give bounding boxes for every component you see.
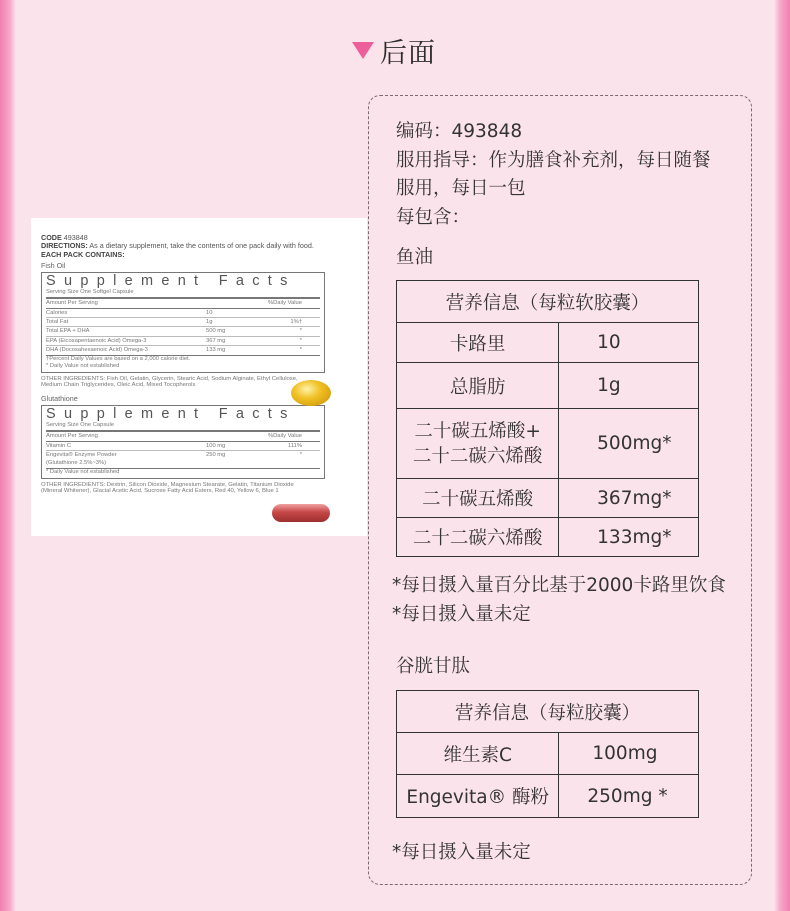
- glutathione-facts-box: [41, 405, 325, 479]
- section-heading: [352, 30, 436, 70]
- other-ingredients: OTHER INGREDIENTS: Fish Oil, Gelatin, Glycerin, Stearic Acid, Sodium Alginate, Ethyl Cellulose, Medium Chain Triglycerides, Oleic Acid, Mixed Tocopherols: [41, 375, 298, 388]
- table-row: Engevita® 酶粉 250mg *: [397, 775, 699, 818]
- heading-text: 后面: [380, 37, 436, 69]
- table-row: 卡路里 10: [397, 323, 699, 363]
- facts-row: EPA (Eicosapentaenoic Acid) Omega-3 367 mg *: [46, 337, 320, 346]
- code-label: CODE: [41, 233, 62, 242]
- facts-footnote: * Daily Value not established: [46, 468, 120, 475]
- directions-label: DIRECTIONS:: [41, 241, 88, 251]
- footnote: *每日摄入量百分比基于2000卡路里饮食: [392, 575, 726, 596]
- triangle-down-icon: [352, 42, 374, 59]
- table-header: 营养信息（每粒软胶囊）: [397, 281, 699, 323]
- code-value: 493848: [63, 233, 88, 242]
- table-header-row: [397, 691, 699, 733]
- facts-footnote: †Percent Daily Values are based on a 2,000 calorie diet.: [46, 355, 191, 362]
- facts-row: DHA (Docosahexaenoic Acid) Omega-3 133 mg *: [46, 346, 320, 355]
- glutathione-nutrition-table: [396, 690, 699, 818]
- table-row: 维生素C 100mg: [397, 733, 699, 775]
- fish-oil-nutrition-table: [396, 280, 699, 557]
- facts-row: Calories 10: [46, 309, 320, 318]
- softgel-capsule-image: [291, 380, 331, 406]
- directions-line: 服用指导：作为膳食补充剂，每日随餐: [396, 149, 711, 171]
- fish-oil-title: 鱼油: [396, 247, 434, 268]
- product-info: [396, 118, 711, 232]
- table-header: 营养信息（每粒胶囊）: [397, 691, 699, 733]
- serving-size: Serving Size One Softgel Capsule: [46, 289, 320, 299]
- glutathione-name: Glutathione: [41, 394, 78, 404]
- table-row: 二十碳五烯酸+ 二十二碳六烯酸 500mg*: [397, 409, 699, 479]
- facts-row: Engevita® Enzyme Powder (Glutathione 2.5%~3%) 250 mg *: [46, 451, 320, 469]
- each-pack-label: EACH PACK CONTAINS:: [41, 249, 125, 259]
- other-ingredients: OTHER INGREDIENTS: Dextrin, Silicon Dioxide, Magnesium Stearate, Gelatin, Titanium Dioxide (Mineral Whitener), Glacial Acetic Acid, Sucrose Fatty Acid Esters, Red 40, Yellow 6, Blue 1: [41, 481, 294, 495]
- facts-row: Vitamin C 100 mg 111%: [46, 442, 320, 451]
- facts-header: Amount Per Serving %Daily Value: [46, 432, 320, 441]
- directions-line: 服用，每日一包: [396, 178, 526, 199]
- glutathione-title: 谷胱甘肽: [396, 656, 471, 677]
- table-row: 总脂肪 1g: [397, 363, 699, 409]
- fish-oil-facts-box: [41, 272, 325, 372]
- facts-row: Total EPA + DHA 500 mg *: [46, 327, 320, 336]
- table-row: 二十二碳六烯酸 133mg*: [397, 518, 699, 557]
- serving-size: Serving Size One Capsule: [46, 422, 320, 432]
- footnote: *每日摄入量未定: [392, 604, 531, 625]
- capsule-image: [272, 504, 330, 522]
- facts-footnote: * Daily Value not established: [46, 362, 120, 369]
- facts-title: Supplement Facts: [46, 406, 296, 423]
- code-line: 编码：493848: [396, 121, 523, 142]
- directions-text: As a dietary supplement, take the contents of one pack daily with food.: [89, 241, 314, 251]
- facts-header: Amount Per Serving %Daily Value: [46, 299, 320, 308]
- facts-title: Supplement Facts: [46, 273, 296, 290]
- table-row: 二十碳五烯酸 367mg*: [397, 479, 699, 518]
- footnote: *每日摄入量未定: [392, 842, 531, 863]
- facts-row: Total Fat 1g 1%†: [46, 318, 320, 327]
- supplement-label-image: [31, 218, 367, 536]
- table-header-row: [397, 281, 699, 323]
- fish-oil-name: Fish Oil: [41, 261, 66, 271]
- contains-label: 每包含：: [396, 206, 471, 228]
